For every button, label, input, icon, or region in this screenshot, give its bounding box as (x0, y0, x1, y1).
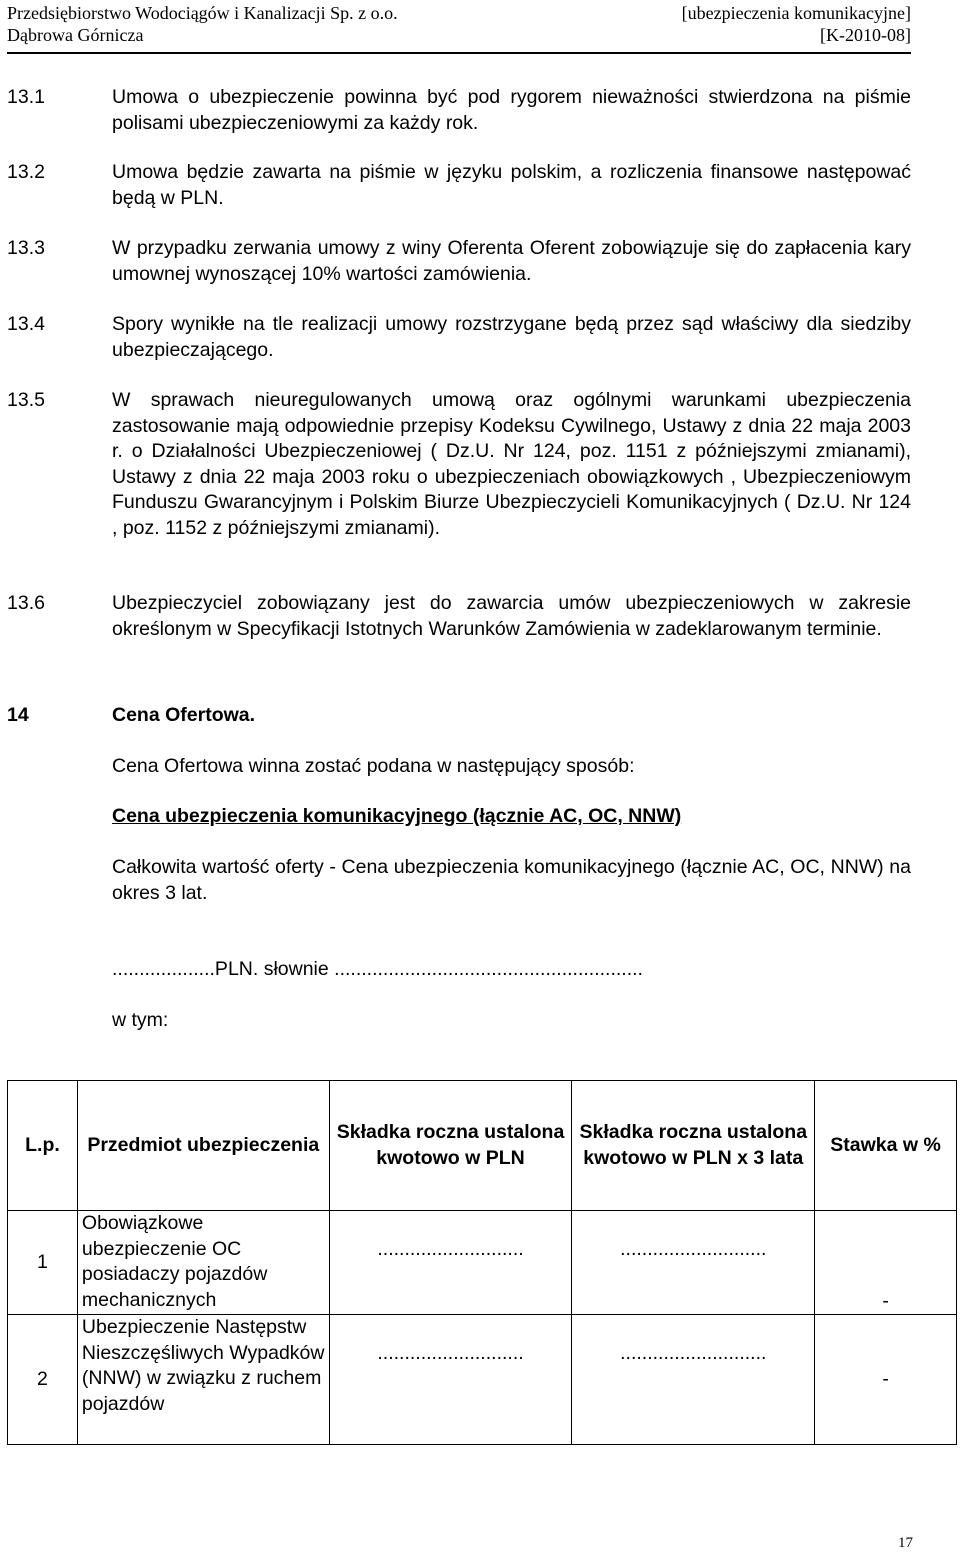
cell-lp: 1 (8, 1211, 78, 1315)
section-text: W sprawach nieuregulowanych umową oraz ogólnymi warunkami ubezpieczenia zastosowanie mają odpowiednie przepisy Kodeksu Cywilnego, Ustawy z dnia 22 maja 2003 r. o Działalności Ubezpieczeniowej ( Dz.U. Nr 124, poz. 1151 z późniejszymi zmianami), Ustawy z dnia 22 maja 2003 roku o ubezpieczeniach obowiązkowych , Ubezpieczeniowym Funduszu Gwarancyjnym i Polskim Biurze Ubezpieczycieli Komunikacyjnych ( Dz.U. Nr 124 , poz. 1152 z późniejszymi zmianami). (112, 389, 911, 539)
section-number: 13.4 (7, 313, 45, 335)
cell-annual-input[interactable]: ........................... (329, 1211, 572, 1315)
header-annual-premium: Składka roczna ustalona kwotowo w PLN (329, 1081, 572, 1211)
table-header-row (8, 1081, 957, 1211)
header-lp: L.p. (8, 1081, 78, 1211)
section-text: Umowa będzie zawarta na piśmie w języku polskim, a rozliczenia finansowe następować będą w PLN. (112, 161, 911, 209)
cell-rate: - (815, 1211, 957, 1315)
section-number: 13.6 (7, 592, 45, 614)
section-number: 13.3 (7, 237, 45, 259)
cell-lp: 2 (8, 1315, 78, 1445)
cell-rate: - (815, 1315, 957, 1445)
document-code: [K-2010-08] (820, 25, 911, 45)
price-subheading: Cena ubezpieczenia komunikacyjnego (łącznie AC, OC, NNW) (112, 805, 682, 827)
document-title: [ubezpieczenia komunikacyjne] (681, 3, 911, 23)
cell-subject: Ubezpieczenie Następstw Nieszczęśliwych Wypadków (NNW) w związku z ruchem pojazdów (77, 1315, 329, 1445)
premium-table (7, 1080, 957, 1445)
section-text: Umowa o ubezpieczenie powinna być pod rygorem nieważności stwierdzona na piśmie polisami ubezpieczeniowymi za każdy rok. (112, 86, 911, 134)
total-description: Całkowita wartość oferty - Cena ubezpieczenia komunikacyjnego (łącznie AC, OC, NNW) na okres 3 lat. (112, 856, 911, 904)
section-number: 14 (7, 704, 29, 726)
header-rate: Stawka w % (815, 1081, 957, 1211)
amount-line: ...................PLN. słownie ......................................................... (112, 958, 643, 980)
cell-three-year-input[interactable]: ........................... (572, 1315, 815, 1445)
table-row (8, 1315, 957, 1445)
page-number: 17 (898, 1535, 913, 1551)
header-three-year-premium: Składka roczna ustalona kwotowo w PLN x 3 lata (572, 1081, 815, 1211)
section-text: W przypadku zerwania umowy z winy Oferenta Oferent zobowiązuje się do zapłacenia kary umownej wynoszącej 10% wartości zamówienia. (112, 237, 911, 285)
header-subject: Przedmiot ubezpieczenia (77, 1081, 329, 1211)
section-number: 13.1 (7, 86, 45, 108)
section-text: Ubezpieczyciel zobowiązany jest do zawarcia umów ubezpieczeniowych w zakresie określonym w Specyfikacji Istotnych Warunków Zamówienia w zadeklarowanym terminie. (112, 592, 911, 640)
page-header (7, 2, 911, 46)
cell-annual-input[interactable]: ........................... (329, 1315, 572, 1445)
company-city: Dąbrowa Górnicza (7, 25, 144, 45)
table-row (8, 1211, 957, 1315)
cell-three-year-input[interactable]: ........................... (572, 1211, 815, 1315)
header-divider (7, 52, 911, 54)
section-number: 13.2 (7, 161, 45, 183)
of-which-label: w tym: (112, 1009, 169, 1031)
section-text: Spory wynikłe na tle realizacji umowy rozstrzygane będą przez sąd właściwy dla siedziby ubezpieczającego. (112, 313, 911, 361)
section-number: 13.5 (7, 389, 45, 411)
price-intro: Cena Ofertowa winna zostać podana w następujący sposób: (112, 755, 635, 777)
section-title: Cena Ofertowa. (112, 704, 256, 726)
cell-subject: Obowiązkowe ubezpieczenie OC posiadaczy pojazdów mechanicznych (77, 1211, 329, 1315)
company-name: Przedsiębiorstwo Wodociągów i Kanalizacji Sp. z o.o. (7, 3, 398, 23)
